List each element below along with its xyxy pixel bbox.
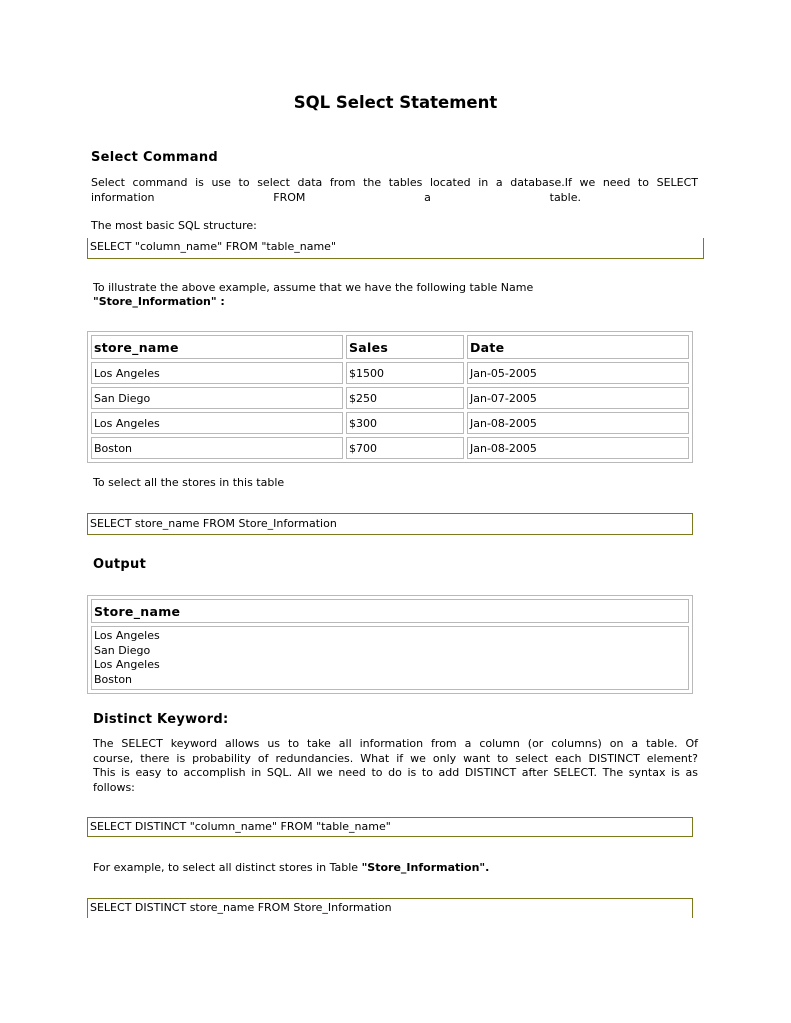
cell-store-name: Boston <box>91 437 343 459</box>
output-values-row <box>91 626 689 690</box>
distinct-line: This is easy to accomplish in SQL. All we need to do is to add DISTINCT after SELECT. The syntax is as <box>93 766 698 779</box>
table-header-row <box>91 335 689 359</box>
cell-sales: $1500 <box>346 362 464 384</box>
select-all-text: To select all the stores in this table <box>93 476 285 489</box>
select-command-line1: Select command is use to select data from the tables located in a database.If we need to SELECT <box>91 176 698 189</box>
structure-code-box <box>87 238 704 259</box>
list-item: Los Angeles <box>94 658 160 671</box>
cell-date: Jan-08-2005 <box>467 437 689 459</box>
distinct-example <box>93 861 489 876</box>
distinct-line: The SELECT keyword allows us to take all information from a column (or columns) on a table. Of <box>93 737 698 750</box>
select-command-heading: Select Command <box>91 150 218 165</box>
word-a: a <box>424 191 431 204</box>
illustrate-line1: To illustrate the above example, assume that we have the following table Name <box>93 281 534 294</box>
cell-store-name: Los Angeles <box>91 412 343 434</box>
distinct-example-text: For example, to select all distinct stores in Table <box>93 861 362 874</box>
table-row <box>91 362 689 384</box>
list-item: San Diego <box>94 643 151 657</box>
header-sales: Sales <box>346 335 464 359</box>
table-row <box>91 412 689 434</box>
store-information-table <box>87 331 693 463</box>
header-date: Date <box>467 335 689 359</box>
distinct-line: course, there is probability of redundancies. What if we only want to select each DISTINCT element? <box>93 751 698 765</box>
list-item: Boston <box>94 672 133 686</box>
distinct-example-code-box <box>87 898 693 918</box>
cell-store-name: San Diego <box>91 387 343 409</box>
cell-sales: $250 <box>346 387 464 409</box>
select-command-line2 <box>91 191 698 206</box>
word-table: table. <box>549 191 581 204</box>
distinct-paragraph <box>93 737 698 795</box>
distinct-example-code: SELECT DISTINCT store_name FROM Store_Information <box>90 901 392 914</box>
cell-date: Jan-05-2005 <box>467 362 689 384</box>
header-store-name: store_name <box>91 335 343 359</box>
table-row <box>91 437 689 459</box>
distinct-line: follows: <box>93 780 135 794</box>
cell-date: Jan-08-2005 <box>467 412 689 434</box>
distinct-example-table: "Store_Information". <box>361 861 490 874</box>
list-item: Los Angeles <box>94 629 160 642</box>
output-header: Store_name <box>91 599 689 623</box>
cell-store-name: Los Angeles <box>91 362 343 384</box>
cell-date: Jan-07-2005 <box>467 387 689 409</box>
page-title: SQL Select Statement <box>293 93 498 112</box>
table-row <box>91 387 689 409</box>
distinct-code: SELECT DISTINCT "column_name" FROM "table_name" <box>90 820 391 833</box>
output-values-cell <box>91 626 689 690</box>
illustrate-line2: "Store_Information" : <box>93 295 225 308</box>
cell-sales: $700 <box>346 437 464 459</box>
structure-code: SELECT "column_name" FROM "table_name" <box>90 240 337 253</box>
cell-sales: $300 <box>346 412 464 434</box>
output-table <box>87 595 693 694</box>
distinct-code-box <box>87 817 693 837</box>
distinct-heading: Distinct Keyword: <box>93 712 229 727</box>
structure-label: The most basic SQL structure: <box>91 219 257 232</box>
word-information: information <box>91 191 155 204</box>
output-heading: Output <box>93 557 147 572</box>
output-header-row <box>91 599 689 623</box>
select-all-code-box <box>87 513 693 535</box>
word-from: FROM <box>273 191 306 204</box>
select-all-code: SELECT store_name FROM Store_Information <box>90 517 337 530</box>
